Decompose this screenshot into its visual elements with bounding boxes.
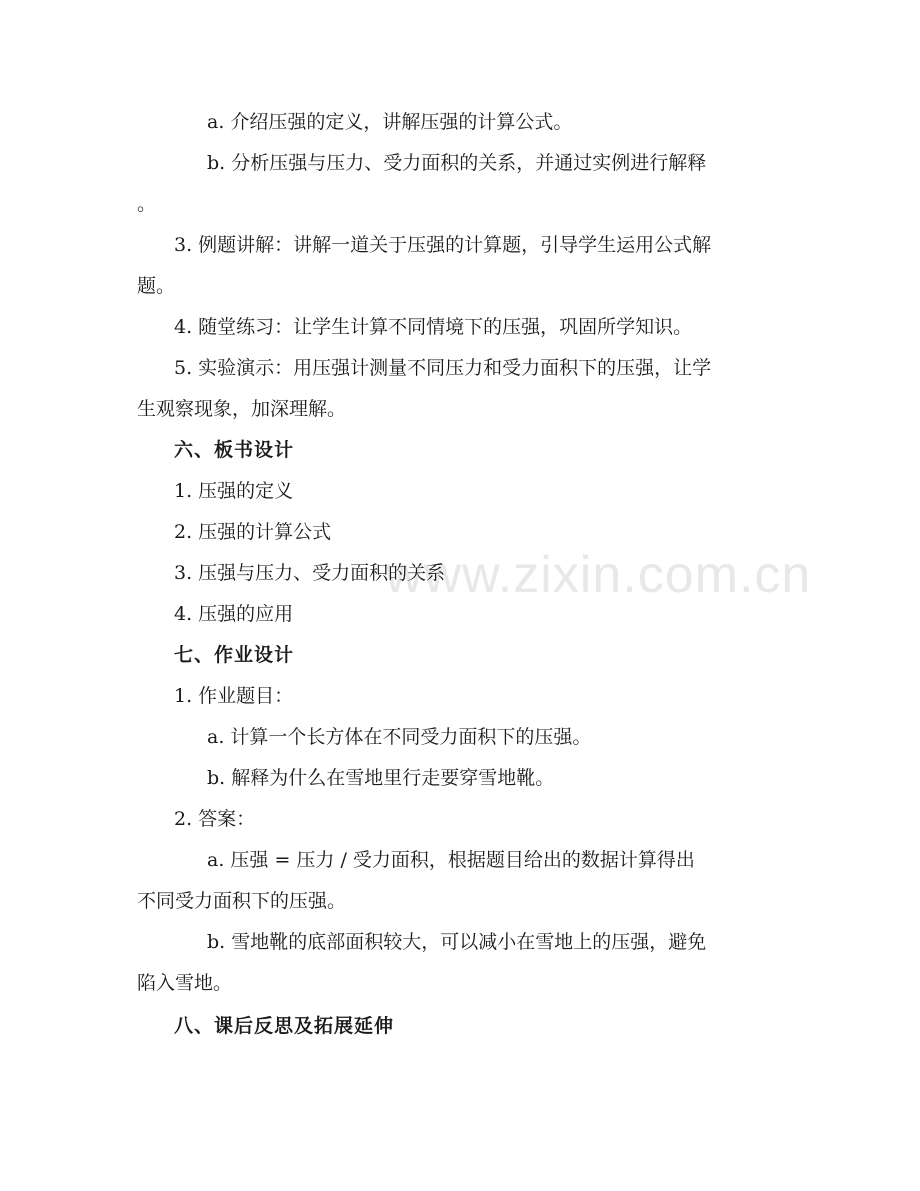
step-2b-line: b. 分析压强与压力、受力面积的关系，并通过实例进行解释 — [207, 152, 707, 174]
step-2b-line-cont: 。 — [137, 193, 157, 215]
homework-item-2: 2. 答案： — [174, 808, 256, 830]
homework-item-1b: b. 解释为什么在雪地里行走要穿雪地靴。 — [207, 767, 555, 789]
step-5-line-cont: 生观察现象，加深理解。 — [137, 398, 347, 420]
step-3-line-cont: 题。 — [137, 275, 176, 297]
board-item-2: 2. 压强的计算公式 — [174, 521, 332, 543]
step-5-line: 5. 实验演示：用压强计测量不同压力和受力面积下的压强，让学 — [174, 357, 712, 379]
board-item-4: 4. 压强的应用 — [174, 603, 294, 625]
board-item-1: 1. 压强的定义 — [174, 480, 294, 502]
section-8-heading: 八、课后反思及拓展延伸 — [174, 1015, 395, 1037]
section-6-heading: 六、板书设计 — [174, 439, 295, 461]
step-2a-line: a. 介绍压强的定义，讲解压强的计算公式。 — [207, 111, 573, 133]
answer-b-line-cont: 陷入雪地。 — [137, 972, 233, 994]
answer-b-line: b. 雪地靴的底部面积较大，可以减小在雪地上的压强，避免 — [207, 931, 707, 953]
homework-item-1: 1. 作业题目： — [174, 685, 294, 707]
answer-a-line: a. 压强 = 压力 / 受力面积，根据题目给出的数据计算得出 — [207, 849, 695, 871]
board-item-3: 3. 压强与压力、受力面积的关系 — [174, 562, 446, 584]
step-4-line: 4. 随堂练习：让学生计算不同情境下的压强，巩固所学知识。 — [174, 316, 693, 338]
watermark: www.zixin.com.cn — [385, 546, 812, 604]
answer-a-line-cont: 不同受力面积下的压强。 — [137, 890, 347, 912]
section-7-heading: 七、作业设计 — [174, 644, 295, 666]
step-3-line: 3. 例题讲解：讲解一道关于压强的计算题，引导学生运用公式解 — [174, 234, 712, 256]
homework-item-1a: a. 计算一个长方体在不同受力面积下的压强。 — [207, 726, 592, 748]
